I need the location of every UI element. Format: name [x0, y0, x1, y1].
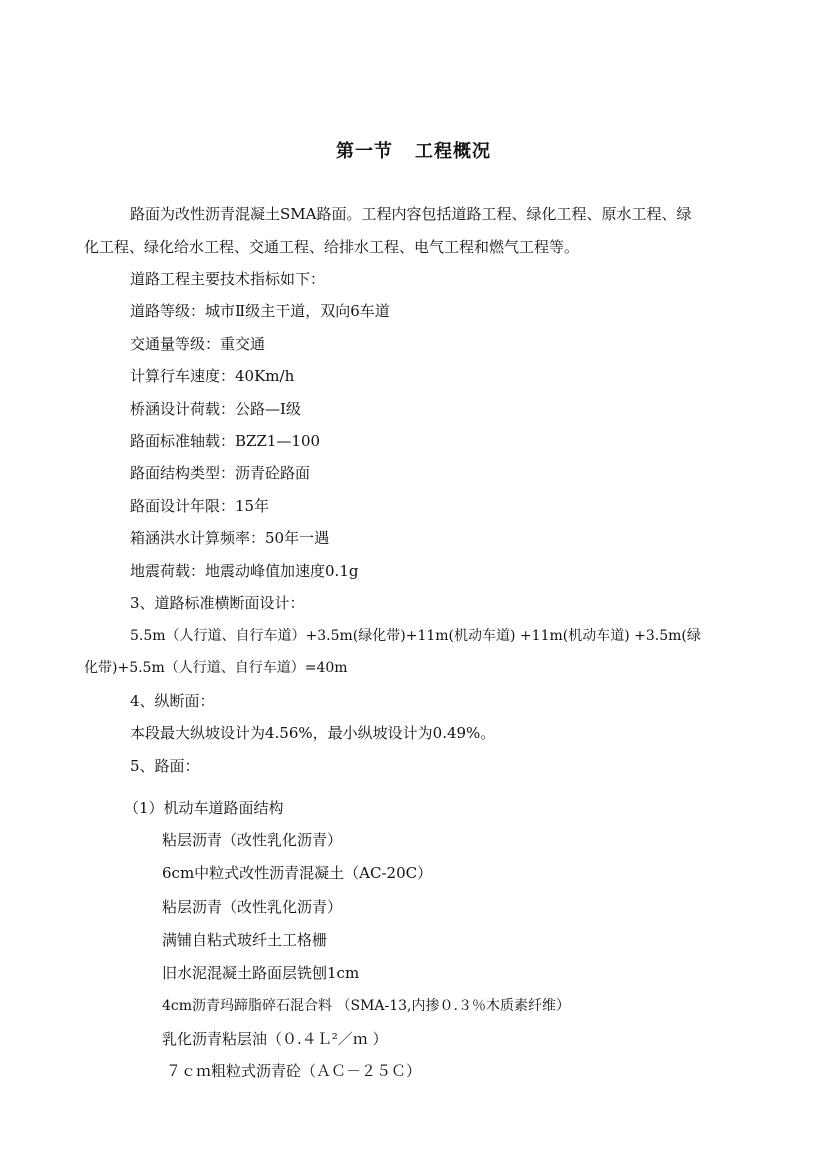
section4-text: 本段最大纵坡设计为4.56%，最小纵坡设计为0.49%。: [130, 724, 496, 742]
tech-item: 箱涵洪水计算频率：50年一遇: [130, 529, 330, 547]
section-number: 第一节: [336, 141, 393, 162]
pavement-layer: 满铺自粘式玻纤土工格栅: [162, 931, 328, 949]
intro-line-2: 化工程、绿化给水工程、交通工程、给排水工程、电气工程和燃气工程等。: [84, 238, 580, 256]
tech-item: 桥涵设计荷载：公路—Ⅰ级: [130, 400, 301, 418]
section3-line-2: 化带)+5.5m（人行道、自行车道）=40m: [84, 660, 348, 676]
section4-heading: 4、纵断面：: [130, 692, 215, 710]
tech-item: 交通量等级：重交通: [130, 335, 266, 353]
intro-line-1: 路面为改性沥青混凝土SMA路面。工程内容包括道路工程、绿化工程、原水工程、绿: [130, 205, 692, 223]
tech-item: 计算行车速度：40Km/h: [130, 367, 295, 385]
pavement-layer: 6cm中粒式改性沥青混凝土（AC-20C）: [162, 864, 433, 882]
pavement-layer: 4cm沥青玛蹄脂碎石混合料 （SMA-13,内掺０.３％木质素纤维）: [162, 998, 570, 1014]
tech-item: 路面设计年限：15年: [130, 497, 270, 515]
pavement-layer: 粘层沥青（改性乳化沥青）: [162, 898, 343, 916]
tech-item: 路面标准轴载：BZZ1—100: [130, 432, 321, 450]
pavement-layer: ７ｃｍ粗粒式沥青砼（ＡＣ－２５Ｃ）: [166, 1062, 422, 1080]
section-name: 工程概况: [415, 141, 491, 162]
tech-item: 道路等级：城市Ⅱ级主干道，双向6车道: [130, 302, 390, 320]
section-title: [0, 137, 827, 163]
pavement-layer: 旧水泥混凝土路面层铣刨1cm: [162, 964, 360, 982]
section5-heading: 5、路面：: [130, 757, 200, 775]
section3-line-1: 5.5m（人行道、自行车道）+3.5m(绿化带)+11m(机动车道) +11m(机动车道) +3.5m(绿: [130, 628, 701, 644]
section5-subheading: （1）机动车道路面结构: [124, 799, 284, 817]
tech-item: 路面结构类型：沥青砼路面: [130, 464, 311, 482]
pavement-layer: 粘层沥青（改性乳化沥青）: [162, 831, 343, 849]
pavement-layer: 乳化沥青粘层油（０.４Ｌ²／ｍ ）: [162, 1030, 388, 1048]
tech-heading: 道路工程主要技术指标如下：: [130, 270, 326, 288]
section3-heading: 3、道路标准横断面设计：: [130, 594, 305, 612]
tech-item: 地震荷载：地震动峰值加速度0.1g: [130, 562, 359, 580]
